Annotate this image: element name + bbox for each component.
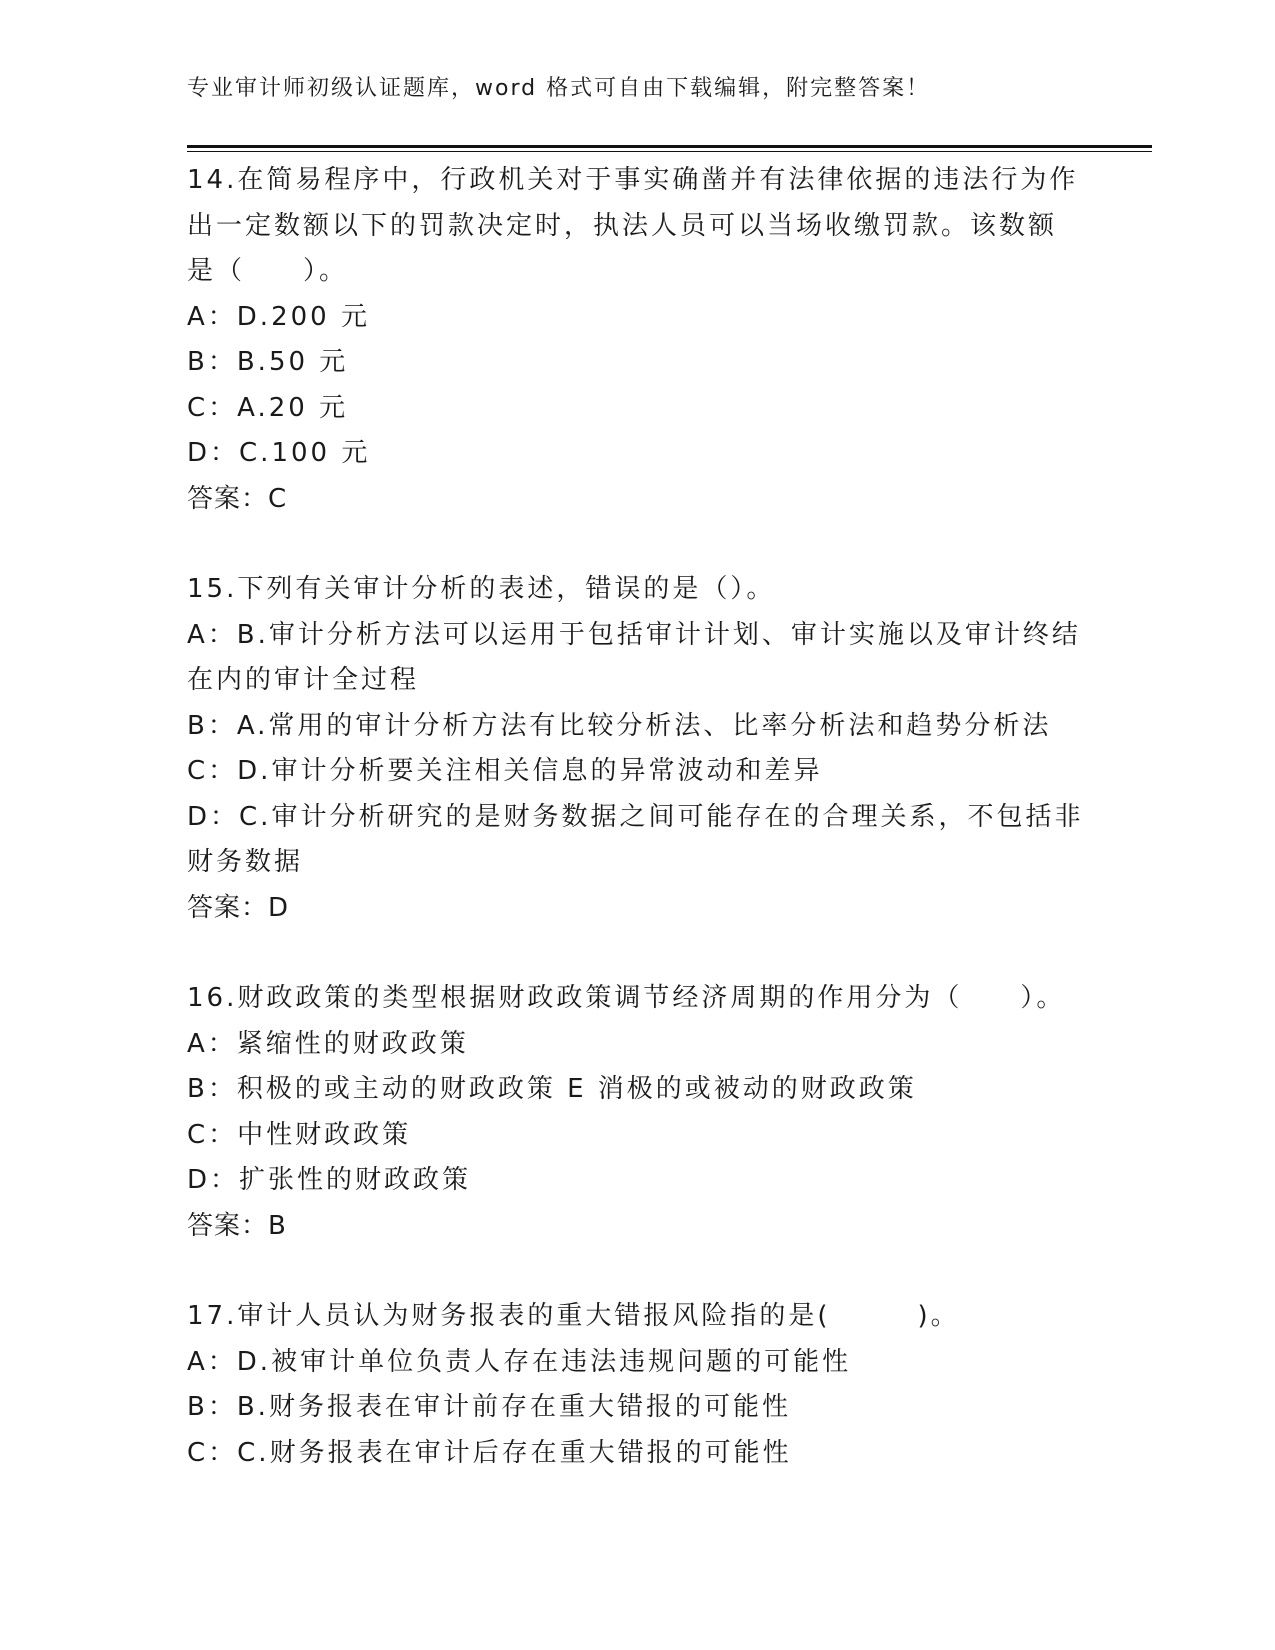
option-c: C：A.20 元 [187, 392, 349, 423]
question-stem-line: 16.财政政策的类型根据财政政策调节经济周期的作用分为（ ）。 [187, 983, 1066, 1013]
option-c: C：D.审计分析要关注相关信息的异常波动和差异 [187, 756, 823, 786]
option-a: A：D.200 元 [187, 301, 370, 332]
option-c: C：中性财政政策 [187, 1119, 412, 1150]
answer-label: 答案：D [187, 892, 290, 923]
answer-label: 答案：C [187, 483, 288, 514]
question-stem-line: 出一定数额以下的罚款决定时，执法人员可以当场收缴罚款。该数额 [187, 210, 1058, 241]
question-stem-line: 是（ ）。 [187, 256, 349, 286]
option-d-continued: 财务数据 [187, 847, 304, 877]
question-list [187, 158, 1087, 1521]
question-stem-line: 15.下列有关审计分析的表述，错误的是（）。 [187, 574, 776, 604]
question-stem-line: 14.在简易程序中，行政机关对于事实确凿并有法律依据的违法行为作 [187, 165, 1079, 195]
question-15 [187, 567, 1087, 931]
option-b: B：积极的或主动的财政政策 E 消极的或被动的财政政策 [187, 1074, 917, 1104]
option-a: A：紧缩性的财政政策 [187, 1028, 469, 1059]
option-d: D：扩张性的财政政策 [187, 1165, 472, 1195]
option-d: D：C.100 元 [187, 438, 371, 468]
option-d: D：C.审计分析研究的是财务数据之间可能存在的合理关系，不包括非 [187, 801, 1084, 832]
header-rule-thin [187, 151, 1152, 152]
answer-label: 答案：B [187, 1210, 287, 1241]
option-b: B：A.常用的审计分析方法有比较分析法、比率分析法和趋势分析法 [187, 710, 1052, 741]
question-17 [187, 1294, 1087, 1476]
option-c: C：C.财务报表在审计后存在重大错报的可能性 [187, 1437, 792, 1468]
option-b: B：B.财务报表在审计前存在重大错报的可能性 [187, 1392, 791, 1422]
option-b: B：B.50 元 [187, 347, 349, 377]
option-a: A：D.被审计单位负责人存在违法违规问题的可能性 [187, 1346, 852, 1377]
option-a: A：B.审计分析方法可以运用于包括审计计划、审计实施以及审计终结 [187, 619, 1081, 650]
header-rule-thick [187, 145, 1152, 148]
question-14 [187, 158, 1087, 522]
page-header: 专业审计师初级认证题库，word 格式可自由下载编辑，附完整答案！ [187, 76, 931, 101]
option-a-continued: 在内的审计全过程 [187, 665, 420, 695]
question-16 [187, 976, 1087, 1249]
question-stem-line: 17.审计人员认为财务报表的重大错报风险指的是( )。 [187, 1301, 960, 1331]
